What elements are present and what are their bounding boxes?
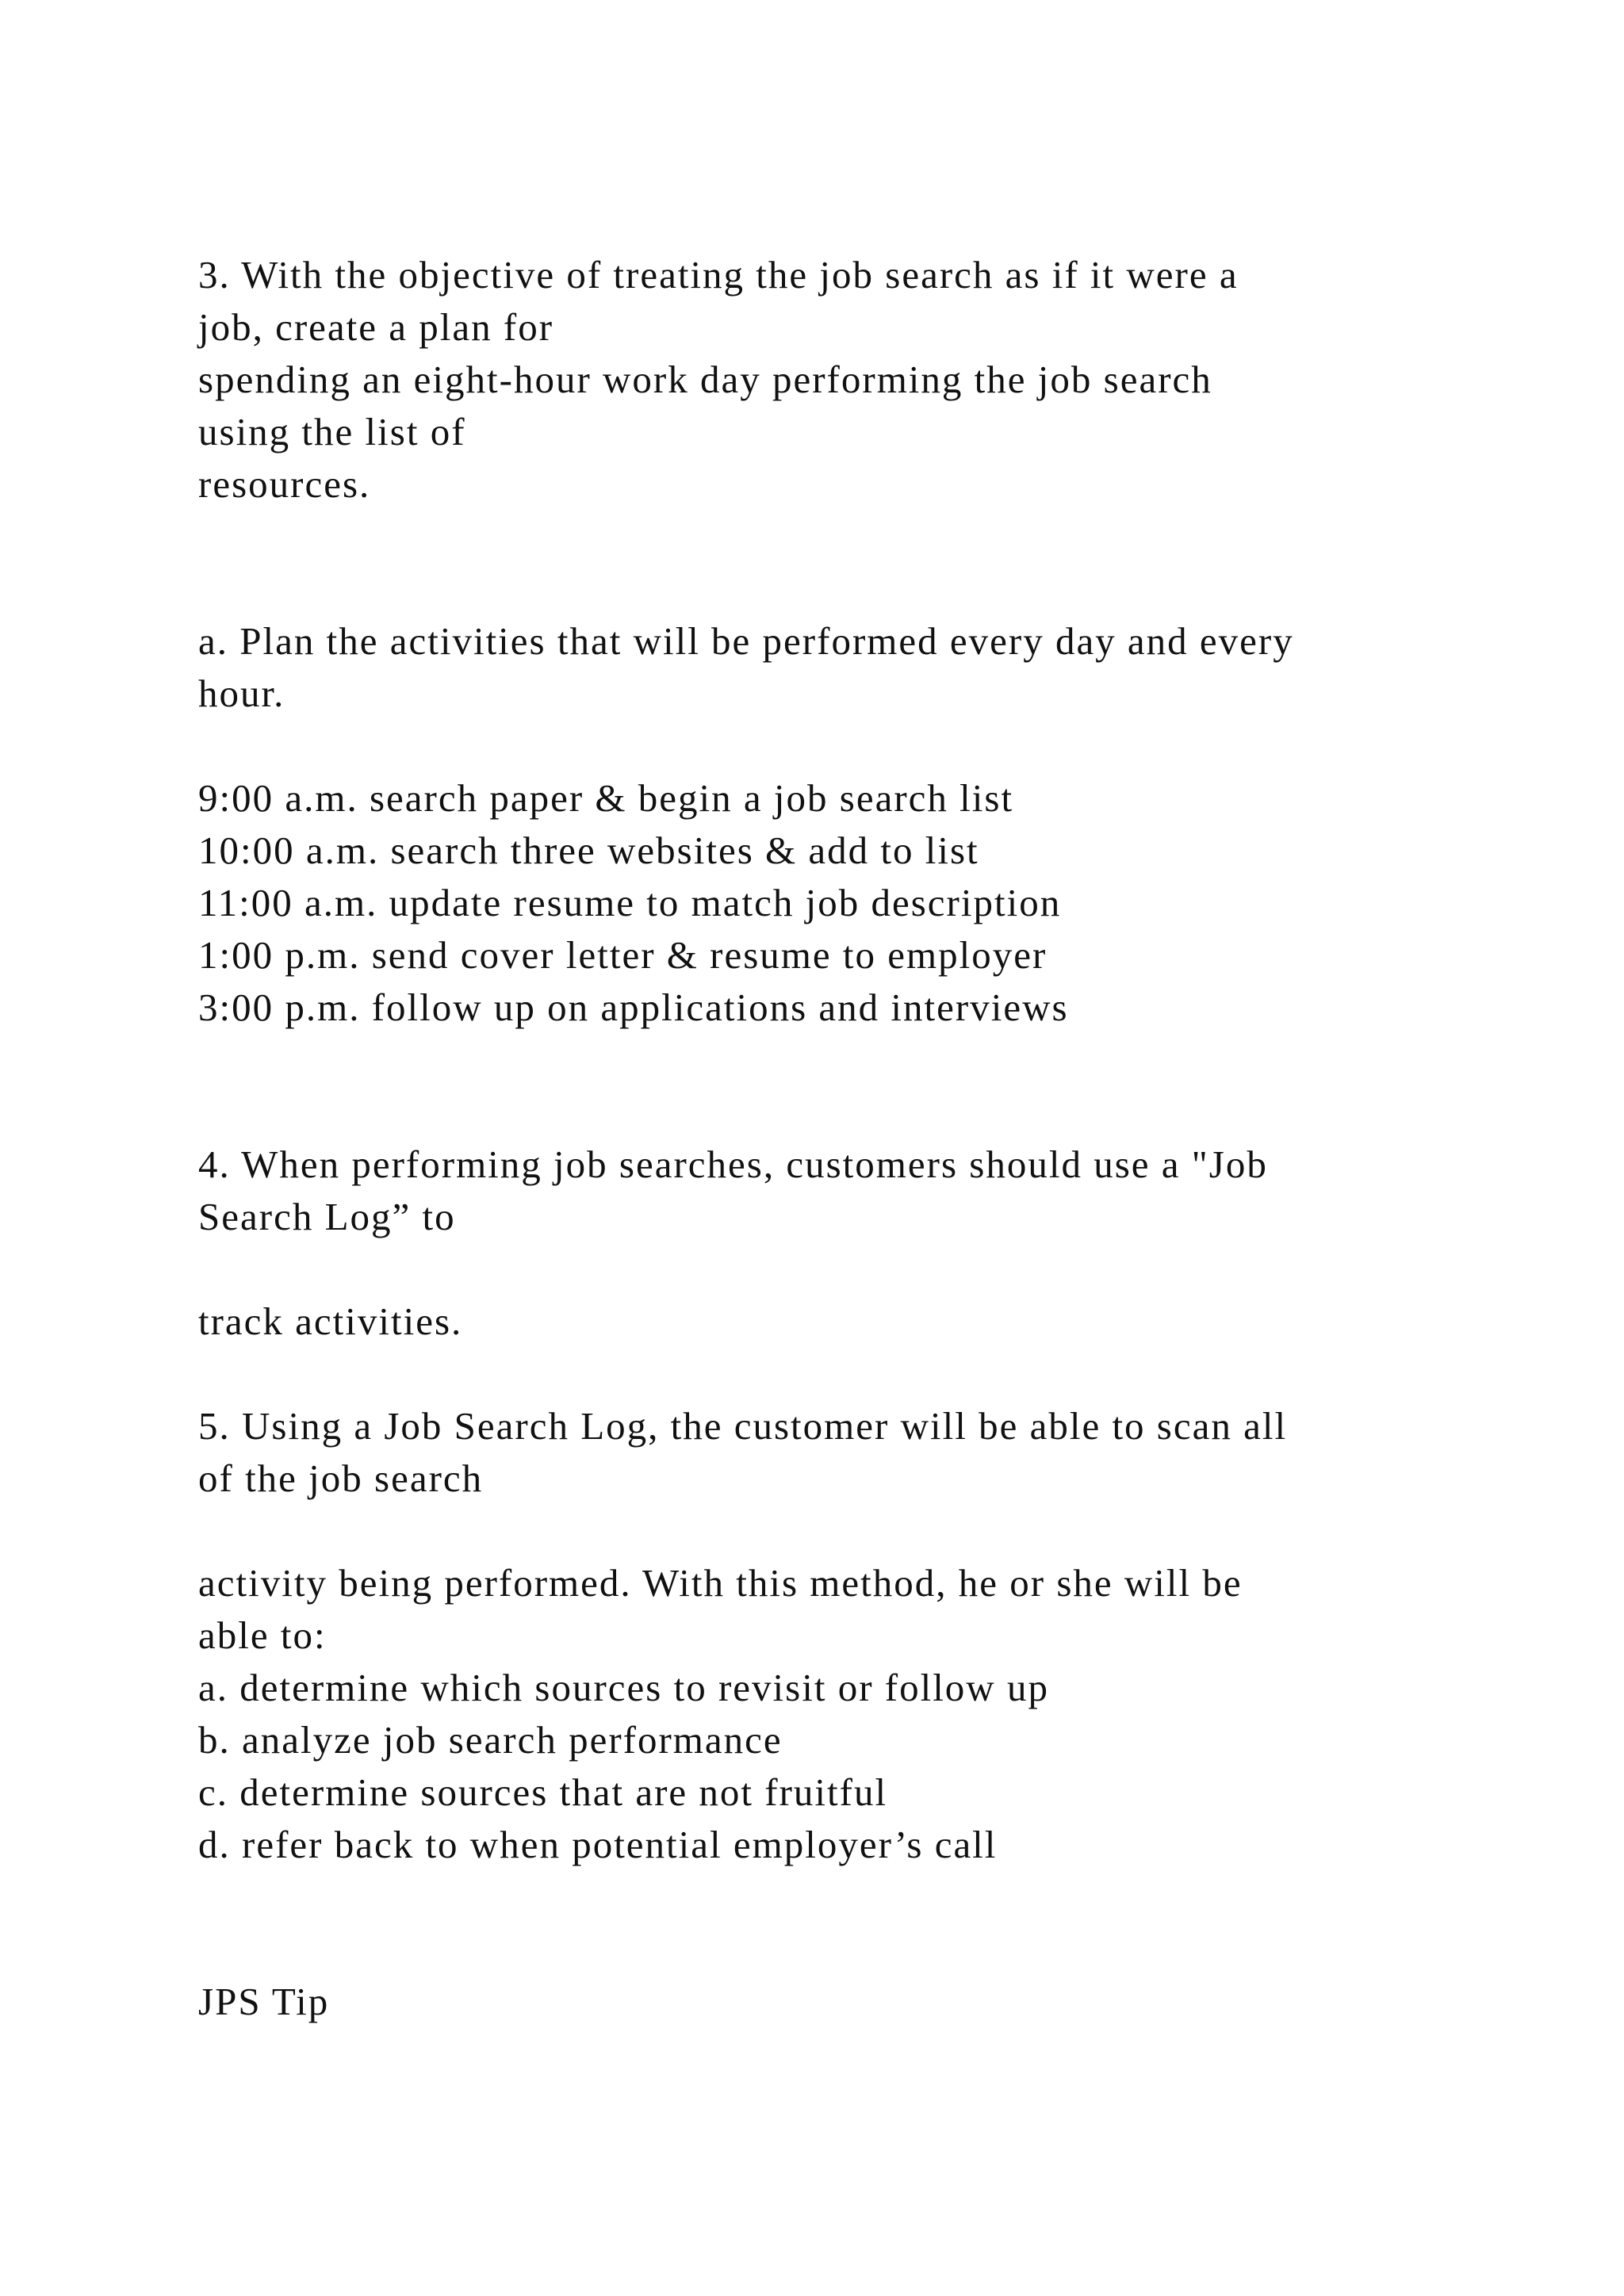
schedule-item: 1:00 p.m. send cover letter & resume to employer [198, 933, 1048, 977]
list-item: c. determine sources that are not fruitful [198, 1770, 888, 1814]
schedule-item: 11:00 a.m. update resume to match job description [198, 881, 1062, 924]
schedule-item: 10:00 a.m. search three websites & add to list [198, 828, 979, 872]
schedule-list [198, 772, 1467, 1034]
text-line: a. Plan the activities that will be performed every day and every [198, 619, 1294, 663]
section-3a-paragraph [198, 615, 1467, 720]
text-line: using the list of [198, 410, 466, 453]
text-line: 4. When performing job searches, customers should use a "Job [198, 1142, 1268, 1186]
text-line: job, create a plan for [198, 305, 554, 349]
section-4-continued [198, 1295, 1467, 1348]
text-line: able to: [198, 1613, 327, 1657]
list-item: a. determine which sources to revisit or follow up [198, 1666, 1049, 1709]
text-line: resources. [198, 462, 371, 506]
section-3-paragraph [198, 249, 1467, 511]
schedule-item: 9:00 a.m. search paper & begin a job search list [198, 776, 1014, 820]
list-item: d. refer back to when potential employer’s call [198, 1823, 998, 1866]
text-line: track activities. [198, 1299, 463, 1343]
section-5-continued [198, 1557, 1467, 1871]
text-line: 3. With the objective of treating the job search as if it were a [198, 253, 1239, 297]
text-line: of the job search [198, 1456, 484, 1500]
jps-tip-heading [198, 1976, 1467, 2028]
list-item: b. analyze job search performance [198, 1718, 783, 1762]
schedule-item: 3:00 p.m. follow up on applications and interviews [198, 985, 1069, 1029]
text-line: 5. Using a Job Search Log, the customer will be able to scan all [198, 1404, 1288, 1448]
section-4-paragraph [198, 1138, 1467, 1243]
text-line: hour. [198, 672, 285, 715]
text-line: activity being performed. With this method, he or she will be [198, 1561, 1243, 1605]
section-5-paragraph [198, 1400, 1467, 1505]
text-line: JPS Tip [198, 1980, 330, 2023]
text-line: Search Log” to [198, 1195, 456, 1238]
text-line: spending an eight-hour work day performing the job search [198, 358, 1212, 401]
